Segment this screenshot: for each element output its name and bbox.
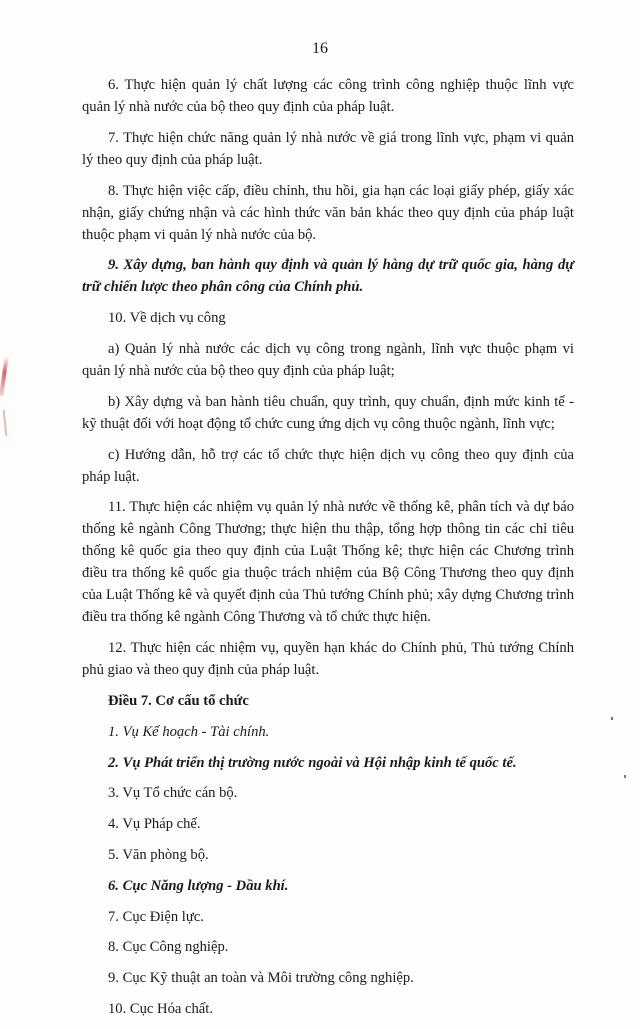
paragraph-9: 9. Xây dựng, ban hành quy định và quản lý hàng dự trữ quốc gia, hàng dự trữ chiến lược theo phân công của Chính phủ. (82, 257, 574, 296)
paragraph-10b: b) Xây dựng và ban hành tiêu chuẩn, quy trình, quy chuẩn, định mức kinh tế - kỹ thuật đối với hoạt động tổ chức cung ứng dịch vụ công thuộc ngành, lĩnh vực; (82, 393, 574, 432)
paragraph-8: 8. Thực hiện việc cấp, điều chỉnh, thu hồi, gia hạn các loại giấy phép, giấy xác nhận, giấy chứng nhận và các hình thức văn bản khác theo quy định của pháp luật thuộc phạm vi quản lý nhà nước của bộ. (82, 182, 574, 243)
paragraph-10: 10. Về dịch vụ công (108, 310, 226, 327)
paragraph-12: 12. Thực hiện các nhiệm vụ, quyền hạn khác do Chính phủ, Thủ tướng Chính phủ giao và theo quy định của pháp luật. (82, 640, 574, 679)
paragraph-10a: a) Quản lý nhà nước các dịch vụ công trong ngành, lĩnh vực thuộc phạm vi quản lý nhà nước của bộ theo quy định của pháp luật; (82, 340, 574, 379)
org-item-2: 2. Vụ Phát triển thị trường nước ngoài và Hội nhập kinh tế quốc tế. (108, 754, 517, 771)
paragraph-7: 7. Thực hiện chức năng quản lý nhà nước về giá trong lĩnh vực, phạm vi quản lý theo quy định của pháp luật. (82, 129, 574, 168)
scan-speck (624, 775, 626, 778)
org-item-4: 4. Vụ Pháp chế. (108, 816, 201, 833)
scan-speck (611, 717, 613, 720)
org-item-10: 10. Cục Hóa chất. (108, 1000, 213, 1017)
org-item-9: 9. Cục Kỹ thuật an toàn và Môi trường công nghiệp. (108, 970, 414, 987)
org-item-8: 8. Cục Công nghiệp. (108, 939, 229, 956)
org-item-6: 6. Cục Năng lượng - Dầu khí. (108, 877, 289, 894)
org-item-5: 5. Văn phòng bộ. (108, 846, 209, 863)
org-item-7: 7. Cục Điện lực. (108, 908, 204, 925)
document-body (82, 74, 574, 1029)
page-number: 16 (312, 40, 328, 57)
red-ink-mark (0, 356, 9, 396)
article-7-heading: Điều 7. Cơ cấu tổ chức (108, 692, 249, 709)
paragraph-10c: c) Hướng dẫn, hỗ trợ các tổ chức thực hiện dịch vụ công theo quy định của pháp luật. (82, 446, 574, 485)
red-ink-mark-faint (3, 410, 8, 436)
org-item-1: 1. Vụ Kế hoạch - Tài chính. (108, 723, 270, 740)
org-item-3: 3. Vụ Tổ chức cán bộ. (108, 785, 238, 802)
paragraph-11: 11. Thực hiện các nhiệm vụ quản lý nhà nước về thống kê, phân tích và dự báo thống kê ngành Công Thương; thực hiện thu thập, tổng hợp thông tin các chỉ tiêu thống kê quốc gia theo quy định của Luật Thống kê; thực hiện các Chương trình điều tra thống kê quốc gia thuộc trách nhiệm của Bộ Công Thương theo quy định của Luật Thống kê và quyết định của Thủ tướng Chính phủ; xây dựng Chương trình điều tra thống kê ngành Công Thương và tổ chức thực hiện. (82, 499, 574, 626)
paragraph-6: 6. Thực hiện quản lý chất lượng các công trình công nghiệp thuộc lĩnh vực quản lý nhà nước của bộ theo quy định của pháp luật. (82, 77, 574, 115)
